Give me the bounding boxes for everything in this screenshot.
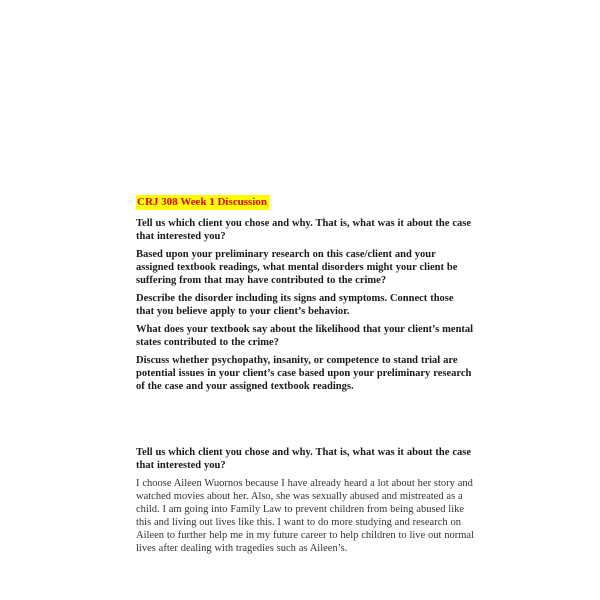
response-answer: I choose Aileen Wuornos because I have already heard a lot about her story and watched movies about her. Also, she was sexually abused and mistreated as a child. I am going into Family Law to prevent children from being abused like this and living out lives like this. I want to do more studying and research on Aileen to further help me in my future career to help children to live out normal lives after dealing with tragedies such as Aileen’s. [136, 478, 475, 554]
prompt-question-3: Describe the disorder including its signs and symptoms. Connect those that you believe apply to your client’s behavior. [136, 293, 454, 317]
document-content [136, 193, 474, 555]
document-title: CRJ 308 Week 1 Discussion [137, 196, 267, 208]
prompt-question-5: Discuss whether psychopathy, insanity, or competence to stand trial are potential issues in your client’s case based upon your preliminary research of the case and your assigned textbook readings. [136, 355, 472, 392]
prompt-question-4: What does your textbook say about the likelihood that your client’s mental states contributed to the crime? [136, 324, 474, 348]
title-line [136, 193, 474, 210]
section-gap [136, 398, 474, 446]
prompt-question-2: Based upon your preliminary research on this case/client and your assigned textbook readings, what mental disorders might your client be suffering from that may have contributed to the crime? [136, 249, 458, 286]
prompt-question-1: Tell us which client you chose and why. That is, what was it about the case that interested you? [136, 218, 472, 242]
response-question: Tell us which client you chose and why. That is, what was it about the case that interested you? [136, 447, 472, 471]
